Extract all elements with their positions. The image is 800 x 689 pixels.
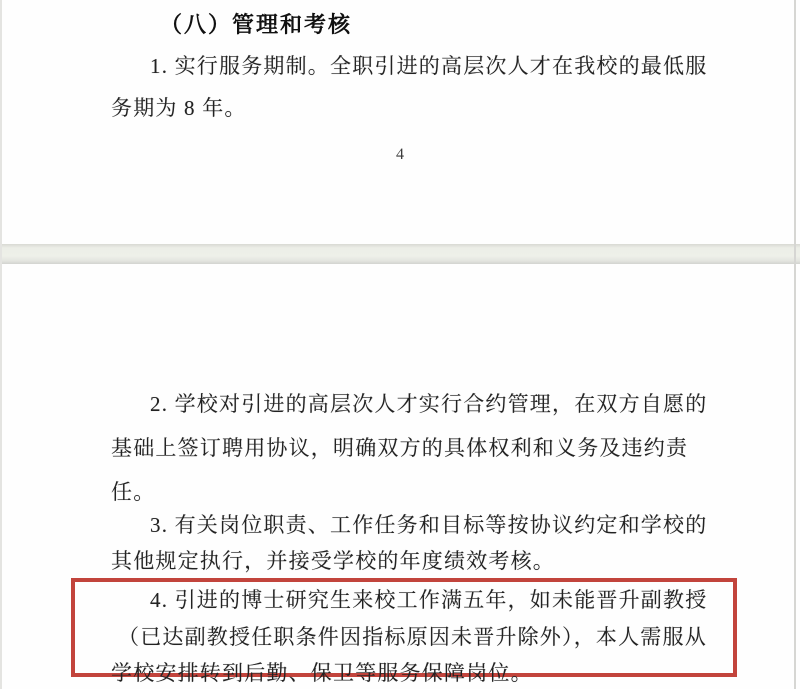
paragraph-4-line-1: 4. 引进的博士研究生来校工作满五年，如未能晋升副教授: [150, 588, 708, 612]
section-heading: （八）管理和考核: [160, 12, 353, 37]
page-break-separator: [0, 244, 800, 264]
paragraph-2-line-3: 任。: [111, 480, 156, 504]
paragraph-4-line-2: （已达副教授任职条件因指标原因未晋升除外），本人需服从: [118, 625, 707, 649]
paragraph-4-line-3: 学校安排转到后勤、保卫等服务保障岗位。: [111, 661, 533, 685]
page-5: [0, 264, 800, 689]
scan-right-edge: [794, 0, 796, 689]
paragraph-1-line-1: 1. 实行服务期制。全职引进的高层次人才在我校的最低服: [150, 54, 708, 78]
paragraph-1-line-2: 务期为 8 年。: [111, 96, 247, 120]
scan-left-edge: [0, 0, 2, 689]
page-number: 4: [396, 146, 404, 163]
paragraph-2-line-1: 2. 学校对引进的高层次人才实行合约管理，在双方自愿的: [150, 392, 708, 416]
paragraph-3-line-2: 其他规定执行，并接受学校的年度绩效考核。: [111, 549, 555, 573]
paragraph-3-line-1: 3. 有关岗位职责、工作任务和目标等按协议约定和学校的: [150, 513, 708, 537]
page-4: [0, 0, 800, 244]
paragraph-2-line-2: 基础上签订聘用协议，明确双方的具体权利和义务及违约责: [111, 436, 689, 460]
